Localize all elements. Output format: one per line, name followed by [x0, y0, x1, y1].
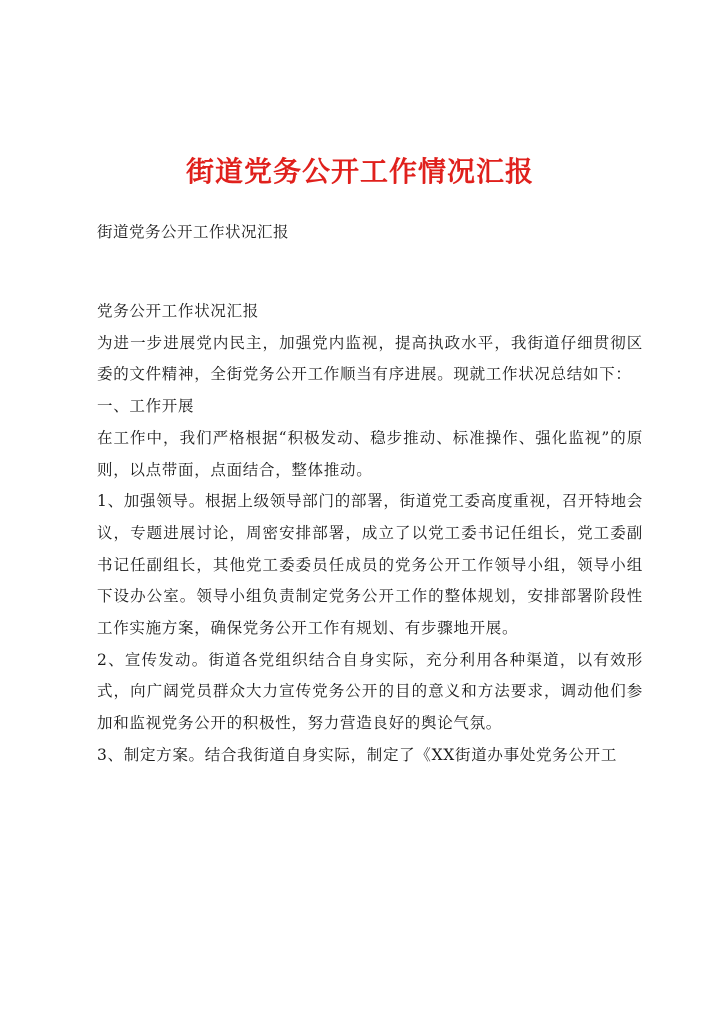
paragraph-principle: 在工作中，我们严格根据“积极发动、稳步推动、标准操作、强化监视”的原则，以点带面，点面结合，整体推动。: [97, 428, 643, 479]
document-body: [97, 296, 643, 772]
paragraph-intro: 为进一步进展党内民主，加强党内监视，提高执政水平，我街道仔细贯彻区委的文件精神，全街党务公开工作顺当有序进展。现就工作状况总结如下：: [97, 333, 643, 384]
paragraph-item-2: 2、宣传发动。街道各党组织结合自身实际，充分利用各种渠道，以有效形式，向广阔党员群众大力宣传党务公开的目的意义和方法要求，调动他们参加和监视党务公开的积极性，努力营造良好的舆论气氛。: [97, 650, 643, 733]
document-title: 街道党务公开工作情况汇报: [185, 155, 534, 188]
paragraph-item-3: 3、制定方案。结合我街道自身实际，制定了《XX街道办事处党务公开工: [97, 745, 618, 764]
paragraph-section-heading: 党务公开工作状况汇报: [97, 302, 260, 320]
paragraph-heading-work: 一、工作开展: [97, 397, 195, 416]
paragraph-item-1: 1、加强领导。根据上级领导部门的部署，街道党工委高度重视，召开特地会议，专题进展讨论，周密安排部署，成立了以党工委书记任组长，党工委副书记任副组长，其他党工委委员任成员的党务公开工作领导小组，领导小组下设办公室。领导小组负责制定党务公开工作的整体规划，安排部署阶段性工作实施方案，确保党务公开工作有规划、有步骤地开展。: [97, 492, 643, 638]
document-subtitle: 街道党务公开工作状况汇报: [97, 223, 290, 241]
